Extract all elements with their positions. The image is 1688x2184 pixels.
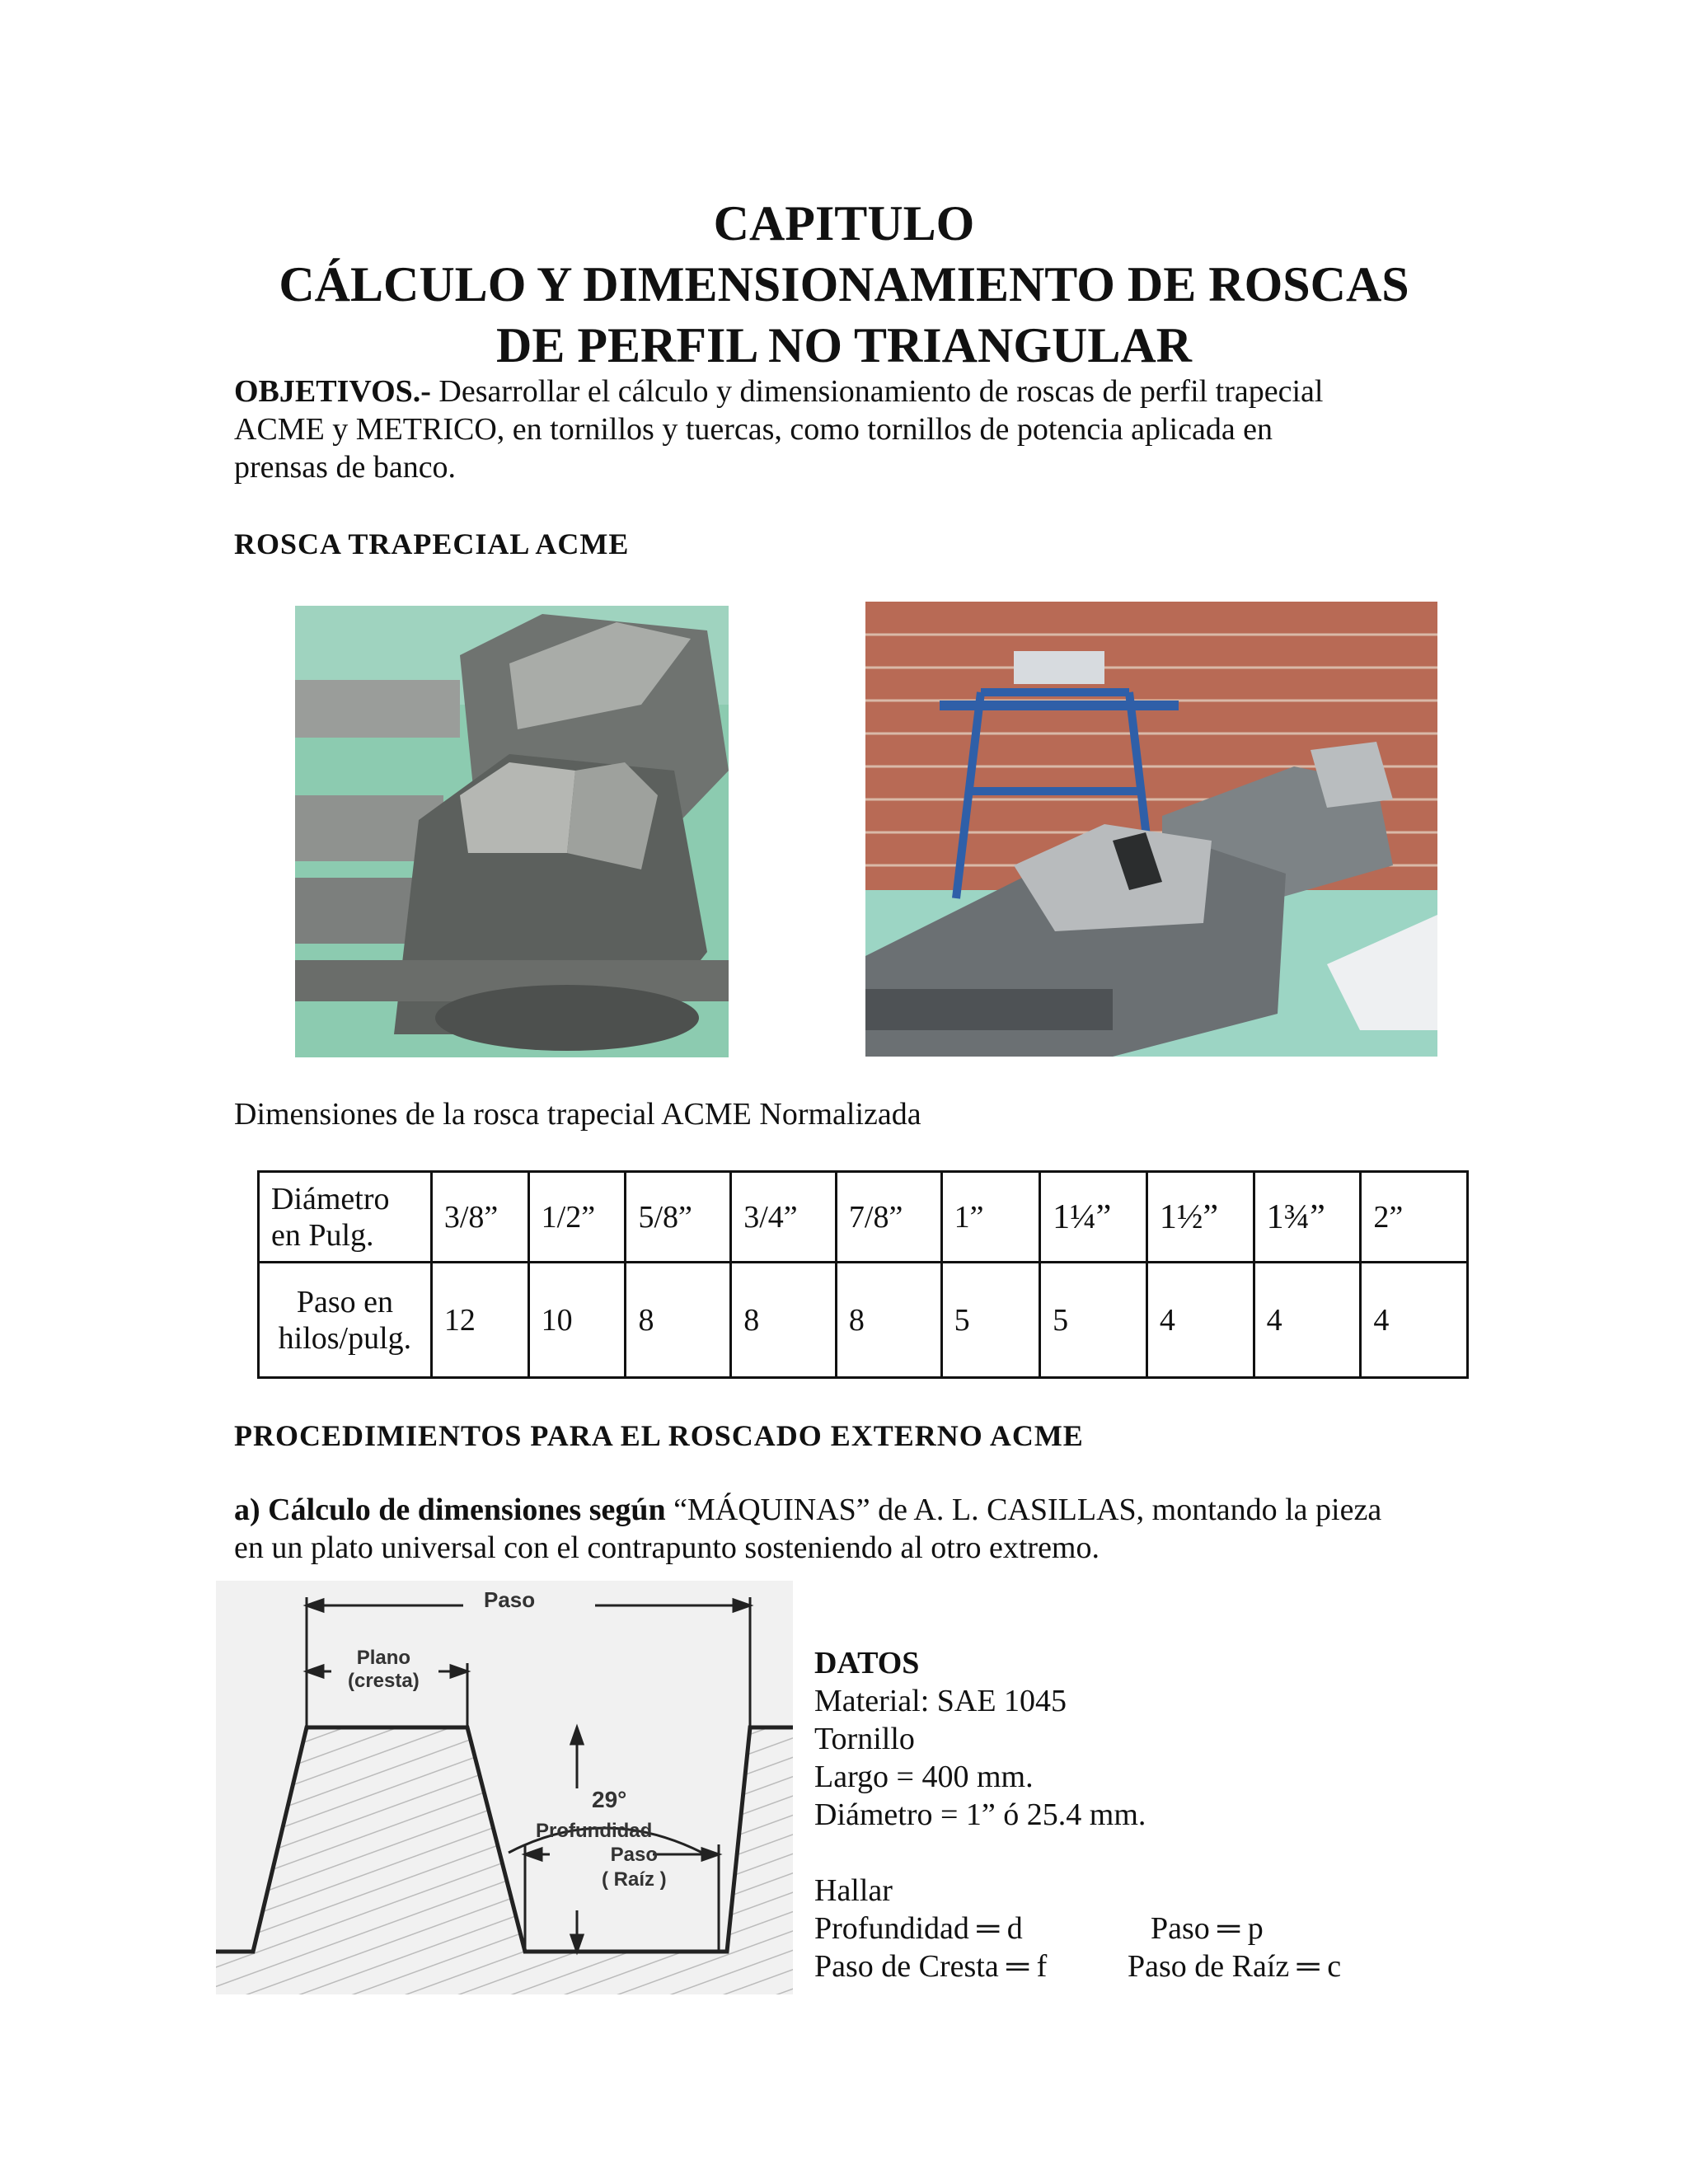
table-cell: 2”: [1361, 1172, 1468, 1263]
table-cell: 5: [941, 1263, 1040, 1378]
table-cell: 8: [626, 1263, 731, 1378]
diagram-label-plano-line1: Plano: [356, 1647, 411, 1669]
objectives-paragraph: [234, 373, 1470, 486]
datos-paso: Paso ═ p: [1151, 1911, 1264, 1946]
row-label-pitch: [259, 1263, 432, 1378]
table-cell: 12: [431, 1263, 528, 1378]
row-label-pitch-line2: hilos/pulg.: [278, 1320, 412, 1356]
datos-material: Material: SAE 1045: [814, 1684, 1067, 1718]
chapter-subtitle-line1: CÁLCULO Y DIMENSIONAMIENTO DE ROSCAS: [279, 257, 1409, 312]
diagram-label-paso-raiz-line1: Paso: [610, 1844, 659, 1866]
diagram-label-profundidad: Profundidad: [536, 1820, 653, 1842]
row-label-diameter-line2: en Pulg.: [271, 1217, 374, 1253]
objectives-label: OBJETIVOS.-: [234, 374, 431, 409]
diagram-label-plano: [348, 1647, 420, 1693]
step-a-label: a) Cálculo de dimensiones según: [234, 1493, 666, 1527]
diagram-label-angle: 29°: [592, 1787, 627, 1812]
datos-hallar: Hallar: [814, 1873, 893, 1908]
datos-profundidad: Profundidad ═ d: [814, 1911, 1023, 1946]
datos-heading: DATOS: [814, 1646, 920, 1680]
table-cell: 3/8”: [431, 1172, 528, 1263]
datos-block: [814, 1644, 1474, 1985]
table-cell: 4: [1146, 1263, 1254, 1378]
table-row-pitch: [259, 1263, 1468, 1378]
table-cell: 1½”: [1146, 1172, 1254, 1263]
table-cell: 1¾”: [1254, 1172, 1361, 1263]
objectives-line3: prensas de banco.: [234, 450, 457, 485]
table-cell: 1”: [941, 1172, 1040, 1263]
datos-paso-cresta: Paso de Cresta ═ f: [814, 1949, 1048, 1984]
table-cell: 8: [731, 1263, 837, 1378]
datos-diametro: Diámetro = 1” ó 25.4 mm.: [814, 1797, 1146, 1832]
table-cell: 4: [1254, 1263, 1361, 1378]
objectives-line2: ACME y METRICO, en tornillos y tuercas, como tornillos de potencia aplicada en: [234, 412, 1273, 447]
chapter-subtitle-line2: DE PERFIL NO TRIANGULAR: [495, 318, 1192, 373]
acme-dimensions-table: [257, 1170, 1469, 1379]
diagram-label-paso: Paso: [484, 1587, 536, 1612]
vise-closeup-photo: [295, 606, 729, 1057]
thread-profile-diagram: [216, 1581, 793, 1994]
datos-tornillo: Tornillo: [814, 1722, 915, 1756]
datos-largo: Largo = 400 mm.: [814, 1760, 1034, 1794]
diagram-label-paso-raiz-line2: ( Raíz ): [602, 1868, 667, 1891]
table-row-diameter: [259, 1172, 1468, 1263]
table-cell: 8: [836, 1263, 941, 1378]
thread-profile-svg: [216, 1581, 793, 1994]
table-caption: Dimensiones de la rosca trapecial ACME Normalizada: [234, 1097, 921, 1132]
table-cell: 3/4”: [731, 1172, 837, 1263]
row-label-pitch-line1: Paso en: [296, 1284, 393, 1319]
vise-workshop-photo: [865, 602, 1437, 1057]
datos-paso-raiz: Paso de Raíz ═ c: [1128, 1949, 1342, 1984]
section-heading-acme: ROSCA TRAPECIAL ACME: [234, 527, 630, 560]
diagram-label-paso-raiz: [602, 1843, 667, 1892]
step-a-paragraph: [234, 1491, 1470, 1567]
table-cell: 1/2”: [528, 1172, 626, 1263]
diagram-label-plano-line2: (cresta): [348, 1670, 420, 1692]
table-cell: 5/8”: [626, 1172, 731, 1263]
table-cell: 4: [1361, 1263, 1468, 1378]
table-cell: 10: [528, 1263, 626, 1378]
objectives-line1: Desarrollar el cálculo y dimensionamiento de roscas de perfil trapecial: [438, 374, 1324, 409]
row-label-diameter-line1: Diámetro: [271, 1181, 390, 1216]
step-a-line1: “MÁQUINAS” de A. L. CASILLAS, montando la pieza: [673, 1493, 1382, 1527]
chapter-title: CAPITULO: [713, 196, 975, 251]
table-cell: 1¼”: [1040, 1172, 1147, 1263]
table-cell: 5: [1040, 1263, 1147, 1378]
step-a-line2: en un plato universal con el contrapunto sosteniendo al otro extremo.: [234, 1530, 1100, 1565]
table-cell: 7/8”: [836, 1172, 941, 1263]
row-label-diameter: [259, 1172, 432, 1263]
section-heading-procedures: PROCEDIMIENTOS PARA EL ROSCADO EXTERNO ACME: [234, 1419, 1084, 1452]
